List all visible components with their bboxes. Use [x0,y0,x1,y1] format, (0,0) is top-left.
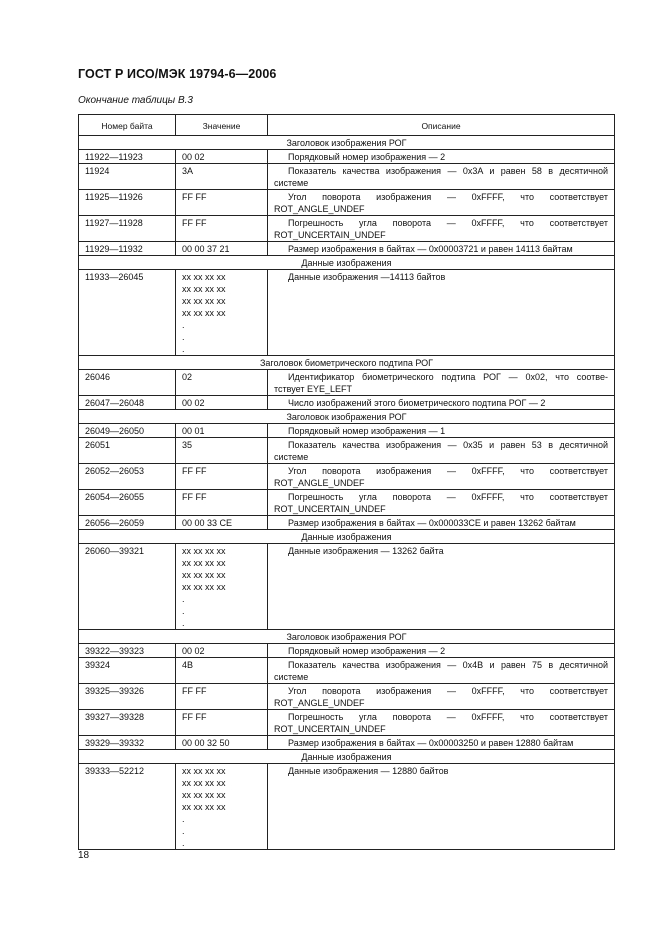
value-line: FF FF [182,712,207,722]
description-continuation: тствует EYE_LEFT [274,384,352,394]
description-cell [268,464,615,490]
description-first-line: Угол поворота изображения — 0xFFFF, что соответствует [288,466,608,476]
description-first-line: Порядковый номер изображения — 1 [288,426,446,436]
table-row [79,216,615,242]
byte-number-cell: 26049—26050 [79,424,176,438]
document-title: ГОСТ Р ИСО/МЭК 19794-6—2006 [78,67,277,81]
byte-number-cell: 26054—26055 [79,490,176,516]
byte-number-cell: 39327—39328 [79,710,176,736]
description-cell [268,736,615,750]
byte-number-cell: 39329—39332 [79,736,176,750]
value-line: . [182,320,185,330]
byte-number-cell: 26052—26053 [79,464,176,490]
section-title: Заголовок изображения РОГ [79,630,615,644]
description-cell [268,242,615,256]
byte-number-cell: 39324 [79,658,176,684]
description-cell [268,216,615,242]
table-row [79,396,615,410]
value-line: . [182,618,185,628]
value-line: xx xx xx xx [182,766,226,776]
description-first-line: Показатель качества изображения — 0x4B и равен 75 в десятичной [288,660,608,670]
section-header-row [79,750,615,764]
byte-number-cell: 11933—26045 [79,270,176,356]
section-header-row [79,136,615,150]
column-header-byte: Номер байта [79,115,176,136]
section-header-row [79,356,615,370]
description-continuation: системе [274,672,309,682]
description-cell [268,490,615,516]
description-first-line: Угол поворота изображения — 0xFFFF, что соответствует [288,686,608,696]
value-line: FF FF [182,218,207,228]
description-continuation: ROT_ANGLE_UNDEF [274,698,365,708]
table-row [79,190,615,216]
value-cell [176,424,268,438]
byte-number-cell: 26060—39321 [79,544,176,630]
section-title: Заголовок изображения РОГ [79,136,615,150]
value-line: . [182,814,185,824]
value-line: FF FF [182,466,207,476]
description-first-line: Угол поворота изображения — 0xFFFF, что соответствует [288,192,608,202]
value-line: . [182,606,185,616]
description-cell [268,424,615,438]
value-line: xx xx xx xx [182,284,226,294]
table-row [79,736,615,750]
value-line: xx xx xx xx [182,558,226,568]
table-row [79,764,615,850]
byte-number-cell: 39333—52212 [79,764,176,850]
value-cell [176,544,268,630]
description-cell [268,658,615,684]
value-line: 00 02 [182,646,205,656]
table-row [79,658,615,684]
byte-number-cell: 39322—39323 [79,644,176,658]
description-cell [268,764,615,850]
section-title: Заголовок биометрического подтипа РОГ [79,356,615,370]
section-header-row [79,630,615,644]
value-line: 00 00 33 CE [182,518,233,528]
byte-number-cell: 39325—39326 [79,684,176,710]
value-line: 00 02 [182,398,205,408]
section-header-row [79,256,615,270]
table-row [79,710,615,736]
description-continuation: ROT_UNCERTAIN_UNDEF [274,230,386,240]
value-cell [176,644,268,658]
value-cell [176,216,268,242]
byte-number-cell: 11924 [79,164,176,190]
table-row [79,684,615,710]
value-cell [176,190,268,216]
value-line: xx xx xx xx [182,272,226,282]
table-row [79,544,615,630]
table-row [79,370,615,396]
description-cell [268,516,615,530]
table-caption: Окончание таблицы В.3 [78,95,193,106]
description-first-line: Погрешность угла поворота — 0xFFFF, что соответствует [288,218,608,228]
description-first-line: Показатель качества изображения — 0x35 и равен 53 в десятичной [288,440,608,450]
table-row [79,242,615,256]
column-header-value: Значение [176,115,268,136]
byte-number-cell: 26046 [79,370,176,396]
value-cell [176,464,268,490]
value-cell [176,242,268,256]
description-first-line: Порядковый номер изображения — 2 [288,646,446,656]
description-continuation: ROT_UNCERTAIN_UNDEF [274,724,386,734]
byte-number-cell: 11929—11932 [79,242,176,256]
value-line: xx xx xx xx [182,570,226,580]
value-line: xx xx xx xx [182,778,226,788]
value-cell [176,658,268,684]
value-line: 4В [182,660,194,670]
value-cell [176,490,268,516]
value-line: 3А [182,166,194,176]
byte-number-cell: 11925—11926 [79,190,176,216]
section-header-row [79,410,615,424]
description-cell [268,684,615,710]
value-cell [176,396,268,410]
table-row [79,490,615,516]
description-cell [268,544,615,630]
section-header-row [79,530,615,544]
description-continuation: ROT_ANGLE_UNDEF [274,204,365,214]
table-body [79,136,615,850]
value-line: 00 00 32 50 [182,738,230,748]
column-header-description: Описание [268,115,615,136]
description-cell [268,270,615,356]
value-line: xx xx xx xx [182,296,226,306]
value-line: xx xx xx xx [182,802,226,812]
description-cell [268,644,615,658]
table-header-row [79,115,615,136]
table-row [79,644,615,658]
section-title: Данные изображения [79,750,615,764]
table-row [79,164,615,190]
description-cell [268,190,615,216]
description-continuation: системе [274,178,309,188]
table-row [79,516,615,530]
value-cell [176,516,268,530]
value-line: FF FF [182,492,207,502]
value-cell [176,710,268,736]
section-title: Данные изображения [79,530,615,544]
value-cell [176,164,268,190]
value-cell [176,150,268,164]
value-cell [176,684,268,710]
value-cell [176,736,268,750]
description-first-line: Данные изображения — 12880 байтов [288,766,449,776]
description-first-line: Идентификатор биометрического подтипа РОГ — 0x02, что соотве- [288,372,608,382]
description-first-line: Размер изображения в байтах — 0x000033CE и равен 13262 байтам [288,518,576,528]
description-cell [268,150,615,164]
byte-number-cell: 26056—26059 [79,516,176,530]
byte-number-cell: 26047—26048 [79,396,176,410]
value-line: . [182,344,185,354]
description-continuation: ROT_ANGLE_UNDEF [274,478,365,488]
description-first-line: Данные изображения —14113 байтов [288,272,446,282]
value-line: . [182,332,185,342]
section-title: Данные изображения [79,256,615,270]
value-cell [176,438,268,464]
value-cell [176,370,268,396]
value-line: 35 [182,440,193,450]
value-line: . [182,826,185,836]
description-cell [268,396,615,410]
value-line: 00 02 [182,152,205,162]
value-cell [176,764,268,850]
value-line: 00 01 [182,426,205,436]
description-first-line: Показатель качества изображения — 0x3A и равен 58 в десятичной [288,166,608,176]
description-cell [268,370,615,396]
description-first-line: Данные изображения — 13262 байта [288,546,444,556]
value-line: xx xx xx xx [182,546,226,556]
table-row [79,270,615,356]
description-first-line: Число изображений этого биометрического подтипа РОГ — 2 [288,398,546,408]
section-title: Заголовок изображения РОГ [79,410,615,424]
table-row [79,424,615,438]
table-row [79,438,615,464]
description-first-line: Порядковый номер изображения — 2 [288,152,446,162]
value-line: . [182,594,185,604]
byte-number-cell: 11922—11923 [79,150,176,164]
value-cell [176,270,268,356]
description-cell [268,710,615,736]
value-line: 02 [182,372,193,382]
table-row [79,464,615,490]
value-line: FF FF [182,192,207,202]
value-line: xx xx xx xx [182,790,226,800]
description-cell [268,438,615,464]
byte-number-cell: 26051 [79,438,176,464]
byte-number-cell: 11927—11928 [79,216,176,242]
value-line: . [182,838,185,848]
value-line: FF FF [182,686,207,696]
description-continuation: ROT_UNCERTAIN_UNDEF [274,504,386,514]
description-first-line: Размер изображения в байтах — 0x00003250 и равен 12880 байтам [288,738,574,748]
description-first-line: Размер изображения в байтах — 0x00003721 и равен 14113 байтам [288,244,573,254]
value-line: xx xx xx xx [182,582,226,592]
description-continuation: системе [274,452,309,462]
description-first-line: Погрешность угла поворота — 0xFFFF, что соответствует [288,492,608,502]
table-row [79,150,615,164]
value-line: 00 00 37 21 [182,244,230,254]
page-number: 18 [78,850,90,861]
data-table [78,114,615,850]
description-cell [268,164,615,190]
value-line: xx xx xx xx [182,308,226,318]
description-first-line: Погрешность угла поворота — 0xFFFF, что соответствует [288,712,608,722]
